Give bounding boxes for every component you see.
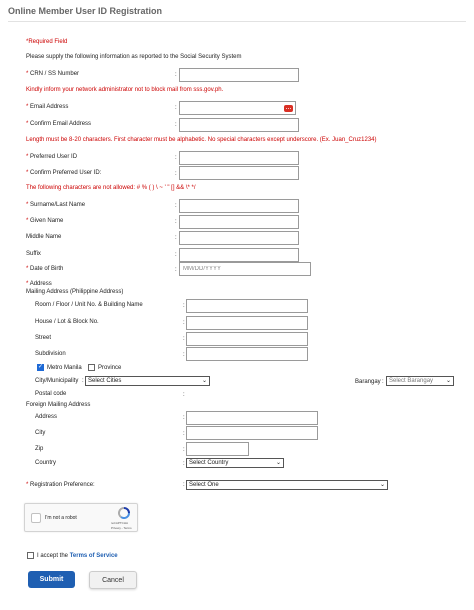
crn-colon: :: [175, 72, 177, 78]
mailing-address-label: Mailing Address (Philippine Address): [26, 289, 124, 295]
room-input[interactable]: [186, 299, 308, 313]
user-id-input[interactable]: [179, 151, 299, 165]
house-label: House / Lot & Block No.: [35, 319, 99, 325]
confirm-user-id-input[interactable]: [179, 166, 299, 180]
city-select[interactable]: [85, 376, 210, 386]
barangay-label: Barangay: [355, 379, 381, 385]
submit-button[interactable]: Submit: [28, 571, 75, 588]
house-input[interactable]: [186, 316, 308, 330]
registration-preference-colon: :: [183, 482, 185, 488]
foreign-city-label: City: [35, 430, 46, 436]
foreign-country-select-value: Select Country: [189, 460, 229, 466]
house-colon: :: [183, 320, 185, 326]
crn-input[interactable]: [179, 68, 299, 82]
subdivision-input[interactable]: [186, 347, 308, 361]
surname-input[interactable]: [179, 199, 299, 213]
recaptcha-logo-icon: [117, 507, 131, 519]
registration-preference-value: Select One: [189, 482, 219, 488]
required-field-note: *Required Field: [26, 39, 68, 45]
subdivision-label: Subdivision: [35, 351, 66, 357]
province-label: Province: [98, 365, 122, 371]
crn-label: * CRN / SS Number: [26, 71, 80, 77]
not-allowed-note: The following characters are not allowed: # % ( ) \ ~ ' " [] && \* */: [26, 185, 196, 191]
street-input[interactable]: [186, 332, 308, 346]
barangay-select-value: Select Barangay: [389, 378, 434, 384]
length-rule-note: Length must be 8-20 characters. First character must be alphabetic. No special characters except underscore. (Ex. Juan_Cruz1234): [26, 137, 377, 143]
foreign-address-colon: :: [183, 415, 185, 421]
foreign-city-colon: :: [183, 431, 185, 437]
postal-code-label: Postal code: [35, 391, 67, 397]
password-manager-icon[interactable]: [284, 105, 293, 112]
barangay-colon: :: [382, 379, 384, 385]
page-title: Online Member User ID Registration: [8, 6, 163, 16]
dob-label: * Date of Birth: [26, 266, 64, 272]
foreign-country-label: Country: [35, 460, 57, 466]
foreign-zip-label: Zip: [35, 446, 44, 452]
postal-code-colon: :: [183, 392, 185, 398]
street-colon: :: [183, 336, 185, 342]
given-name-label: * Given Name: [26, 218, 64, 224]
suffix-colon: :: [175, 252, 177, 258]
city-label: City/Municipality: [35, 378, 79, 384]
cancel-button[interactable]: Cancel: [89, 571, 137, 589]
barangay-select[interactable]: [386, 376, 454, 386]
terms-of-service-link[interactable]: Terms of Service: [69, 553, 118, 559]
confirm-user-id-label: * Confirm Preferred User ID:: [26, 170, 102, 176]
email-label: * Email Address: [26, 104, 69, 110]
middle-name-input[interactable]: [179, 231, 299, 245]
foreign-city-input[interactable]: [186, 426, 318, 440]
supply-info-note: Please supply the following information as reported to the Social Security System: [26, 54, 242, 60]
foreign-address-label: Foreign Mailing Address: [26, 402, 91, 408]
recaptcha-checkbox[interactable]: [31, 513, 41, 523]
foreign-zip-colon: :: [183, 447, 185, 453]
province-checkbox[interactable]: [88, 364, 95, 371]
foreign-country-select[interactable]: [186, 458, 284, 468]
city-colon: :: [82, 378, 84, 384]
middle-name-label: Middle Name: [26, 234, 62, 240]
middle-name-colon: :: [175, 235, 177, 241]
user-id-label: * Preferred User ID: [26, 154, 78, 160]
recaptcha-brand: reCAPTCHA: [111, 521, 129, 525]
city-select-value: Select Cities: [88, 378, 122, 384]
address-label: * Address: [26, 281, 52, 287]
confirm-email-label: * Confirm Email Address: [26, 121, 92, 127]
chevron-down-icon: ⌄: [379, 482, 385, 488]
network-admin-note: Kindly inform your network administrator not to block mail from sss.gov.ph.: [26, 87, 224, 93]
metro-manila-label: Metro Manila: [47, 365, 82, 371]
title-divider: [8, 21, 466, 22]
terms-label: I accept the Terms of Service: [37, 553, 118, 559]
confirm-user-id-colon: :: [175, 171, 177, 177]
given-name-input[interactable]: [179, 215, 299, 229]
email-input[interactable]: [179, 101, 296, 115]
suffix-input[interactable]: [179, 248, 299, 262]
suffix-label: Suffix: [26, 251, 41, 257]
chevron-down-icon: ⌄: [201, 378, 207, 384]
metro-manila-checkbox[interactable]: ✓: [38, 364, 44, 370]
chevron-down-icon: ⌄: [275, 460, 281, 466]
terms-checkbox[interactable]: [27, 552, 34, 559]
surname-label: * Surname/Last Name: [26, 202, 86, 208]
confirm-email-input[interactable]: [179, 118, 299, 132]
dob-colon: :: [175, 267, 177, 273]
room-label: Room / Floor / Unit No. & Building Name: [35, 302, 143, 308]
foreign-address-line-label: Address: [35, 414, 58, 420]
dob-input[interactable]: [179, 262, 311, 276]
chevron-down-icon: ⌄: [445, 378, 451, 384]
room-colon: :: [183, 303, 185, 309]
foreign-address-input[interactable]: [186, 411, 318, 425]
user-id-colon: :: [175, 155, 177, 161]
recaptcha-label: I'm not a robot: [45, 515, 77, 521]
confirm-email-colon: :: [175, 122, 177, 128]
registration-preference-label: * Registration Preference:: [26, 482, 95, 488]
subdivision-colon: :: [183, 352, 185, 358]
given-name-colon: :: [175, 219, 177, 225]
recaptcha-privacy-terms[interactable]: Privacy - Terms: [111, 526, 132, 530]
foreign-zip-input[interactable]: [186, 442, 249, 456]
recaptcha-widget: [24, 503, 138, 532]
street-label: Street: [35, 335, 52, 341]
foreign-country-colon: :: [183, 461, 185, 467]
email-colon: :: [175, 105, 177, 111]
surname-colon: :: [175, 203, 177, 209]
registration-preference-select[interactable]: [186, 480, 388, 490]
